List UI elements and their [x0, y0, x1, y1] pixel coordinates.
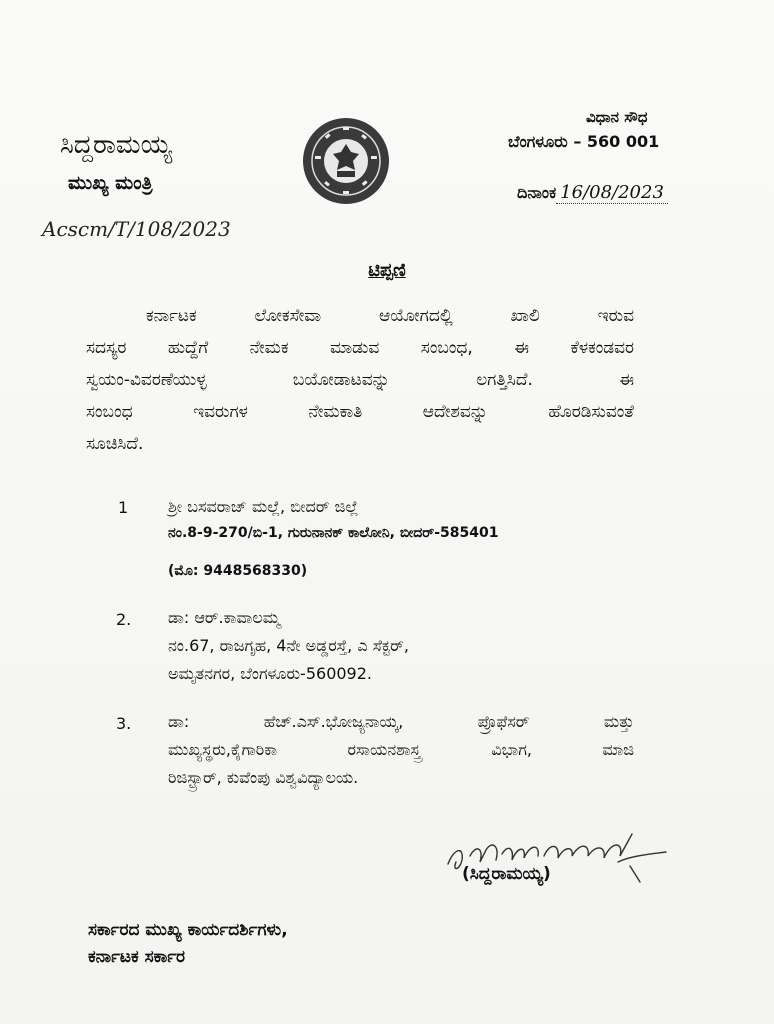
candidate-number: 3. [116, 714, 132, 733]
body-paragraph [86, 300, 634, 460]
paragraph-line: ಕರ್ನಾಟಕ ಲೋಕಸೇವಾ ಆಯೋಗದಲ್ಲಿ ಖಾಲಿ ಇರುವ [146, 306, 634, 326]
candidate-number: 2. [116, 610, 132, 629]
candidate-phone: (ಮೊ: 9448568330) [168, 563, 308, 579]
candidate-name: ಡಾ: ಆರ್.ಕಾವಾಲಮ್ಮ [168, 608, 281, 627]
candidate-address: ನಂ.8-9-270/ಬಿ-1, ಗುರುನಾನಕ್ ಕಾಲೋನಿ, ಬೀದರ್-585401 [168, 525, 499, 541]
sender-title: ಮುಖ್ಯ ಮಂತ್ರಿ [68, 172, 153, 194]
sender-name: ಸಿದ್ದರಾಮಯ್ಯ [60, 130, 173, 160]
paragraph-line: ಸೂಚಿಸಿದೆ. [86, 434, 144, 454]
government-emblem-icon [301, 116, 391, 206]
candidate-designation: ರಿಜಿಸ್ಟ್ರಾರ್, ಕುವೆಂಪು ವಿಶ್ವವಿದ್ಯಾಲಯ. [168, 768, 359, 787]
recipient-line-2: ಕರ್ನಾಟಕ ಸರ್ಕಾರ [88, 947, 186, 967]
candidate-address: ನಂ.67, ರಾಜಗೃಹ, 4ನೇ ಅಡ್ಡರಸ್ತೆ, ಎ ಸೆಕ್ಟರ್, [168, 636, 409, 655]
address-line-1: ವಿಧಾನ ಸೌಧ [586, 108, 648, 126]
candidate-designation: ಮುಖ್ಯಸ್ಥರು,ಕೈಗಾರಿಕಾ ರಸಾಯನಶಾಸ್ತ್ರ ವಿಭಾಗ, ಮಾಜಿ [168, 740, 634, 759]
candidate-address: ಅಮೃತನಗರ, ಬೆಂಗಳೂರು-560092. [168, 664, 372, 683]
paragraph-line: ಸದಸ್ಯರ ಹುದ್ದೆಗೆ ನೇಮಕ ಮಾಡುವ ಸಂಬಂಧ, ಈ ಕೆಳಕಂಡವರ [86, 338, 634, 358]
date-label: ದಿನಾಂಕ [517, 183, 557, 202]
date-value: 16/08/2023 [556, 182, 668, 204]
candidate-number: 1 [118, 498, 129, 517]
recipient-line-1: ಸರ್ಕಾರದ ಮುಖ್ಯ ಕಾರ್ಯದರ್ಶಿಗಳು, [88, 920, 288, 940]
paragraph-line: ಸ್ವಯಂ-ವಿವರಣೆಯುಳ್ಳ ಬಯೋಡಾಟವನ್ನು ಲಗತ್ತಿಸಿದೆ. ಈ [86, 370, 634, 390]
reference-number: Acscm/T/108/2023 [42, 217, 231, 241]
document-heading: ಟಿಪ್ಪಣಿ [368, 260, 406, 281]
date-row [517, 182, 668, 203]
paragraph-line: ಸಂಬಂಧ ಇವರುಗಳ ನೇಮಕಾತಿ ಆದೇಶವನ್ನು ಹೊರಡಿಸುವಂತೆ [86, 402, 634, 422]
candidate-name: ಶ್ರೀ ಬಸವರಾಜ್ ಮಲ್ಲೆ, ಬೀದರ್ ಜಿಲ್ಲೆ [168, 497, 359, 516]
signatory-name: (ಸಿದ್ದರಾಮಯ್ಯ) [462, 864, 551, 884]
candidate-name: ಡಾ: ಹೆಚ್.ಎಸ್.ಭೋಜ್ಯನಾಯ್ಕ, ಪ್ರೊಫೆಸರ್ ಮತ್ತು [168, 712, 634, 731]
address-line-2: ಬೆಂಗಳೂರು – 560 001 [508, 132, 660, 151]
